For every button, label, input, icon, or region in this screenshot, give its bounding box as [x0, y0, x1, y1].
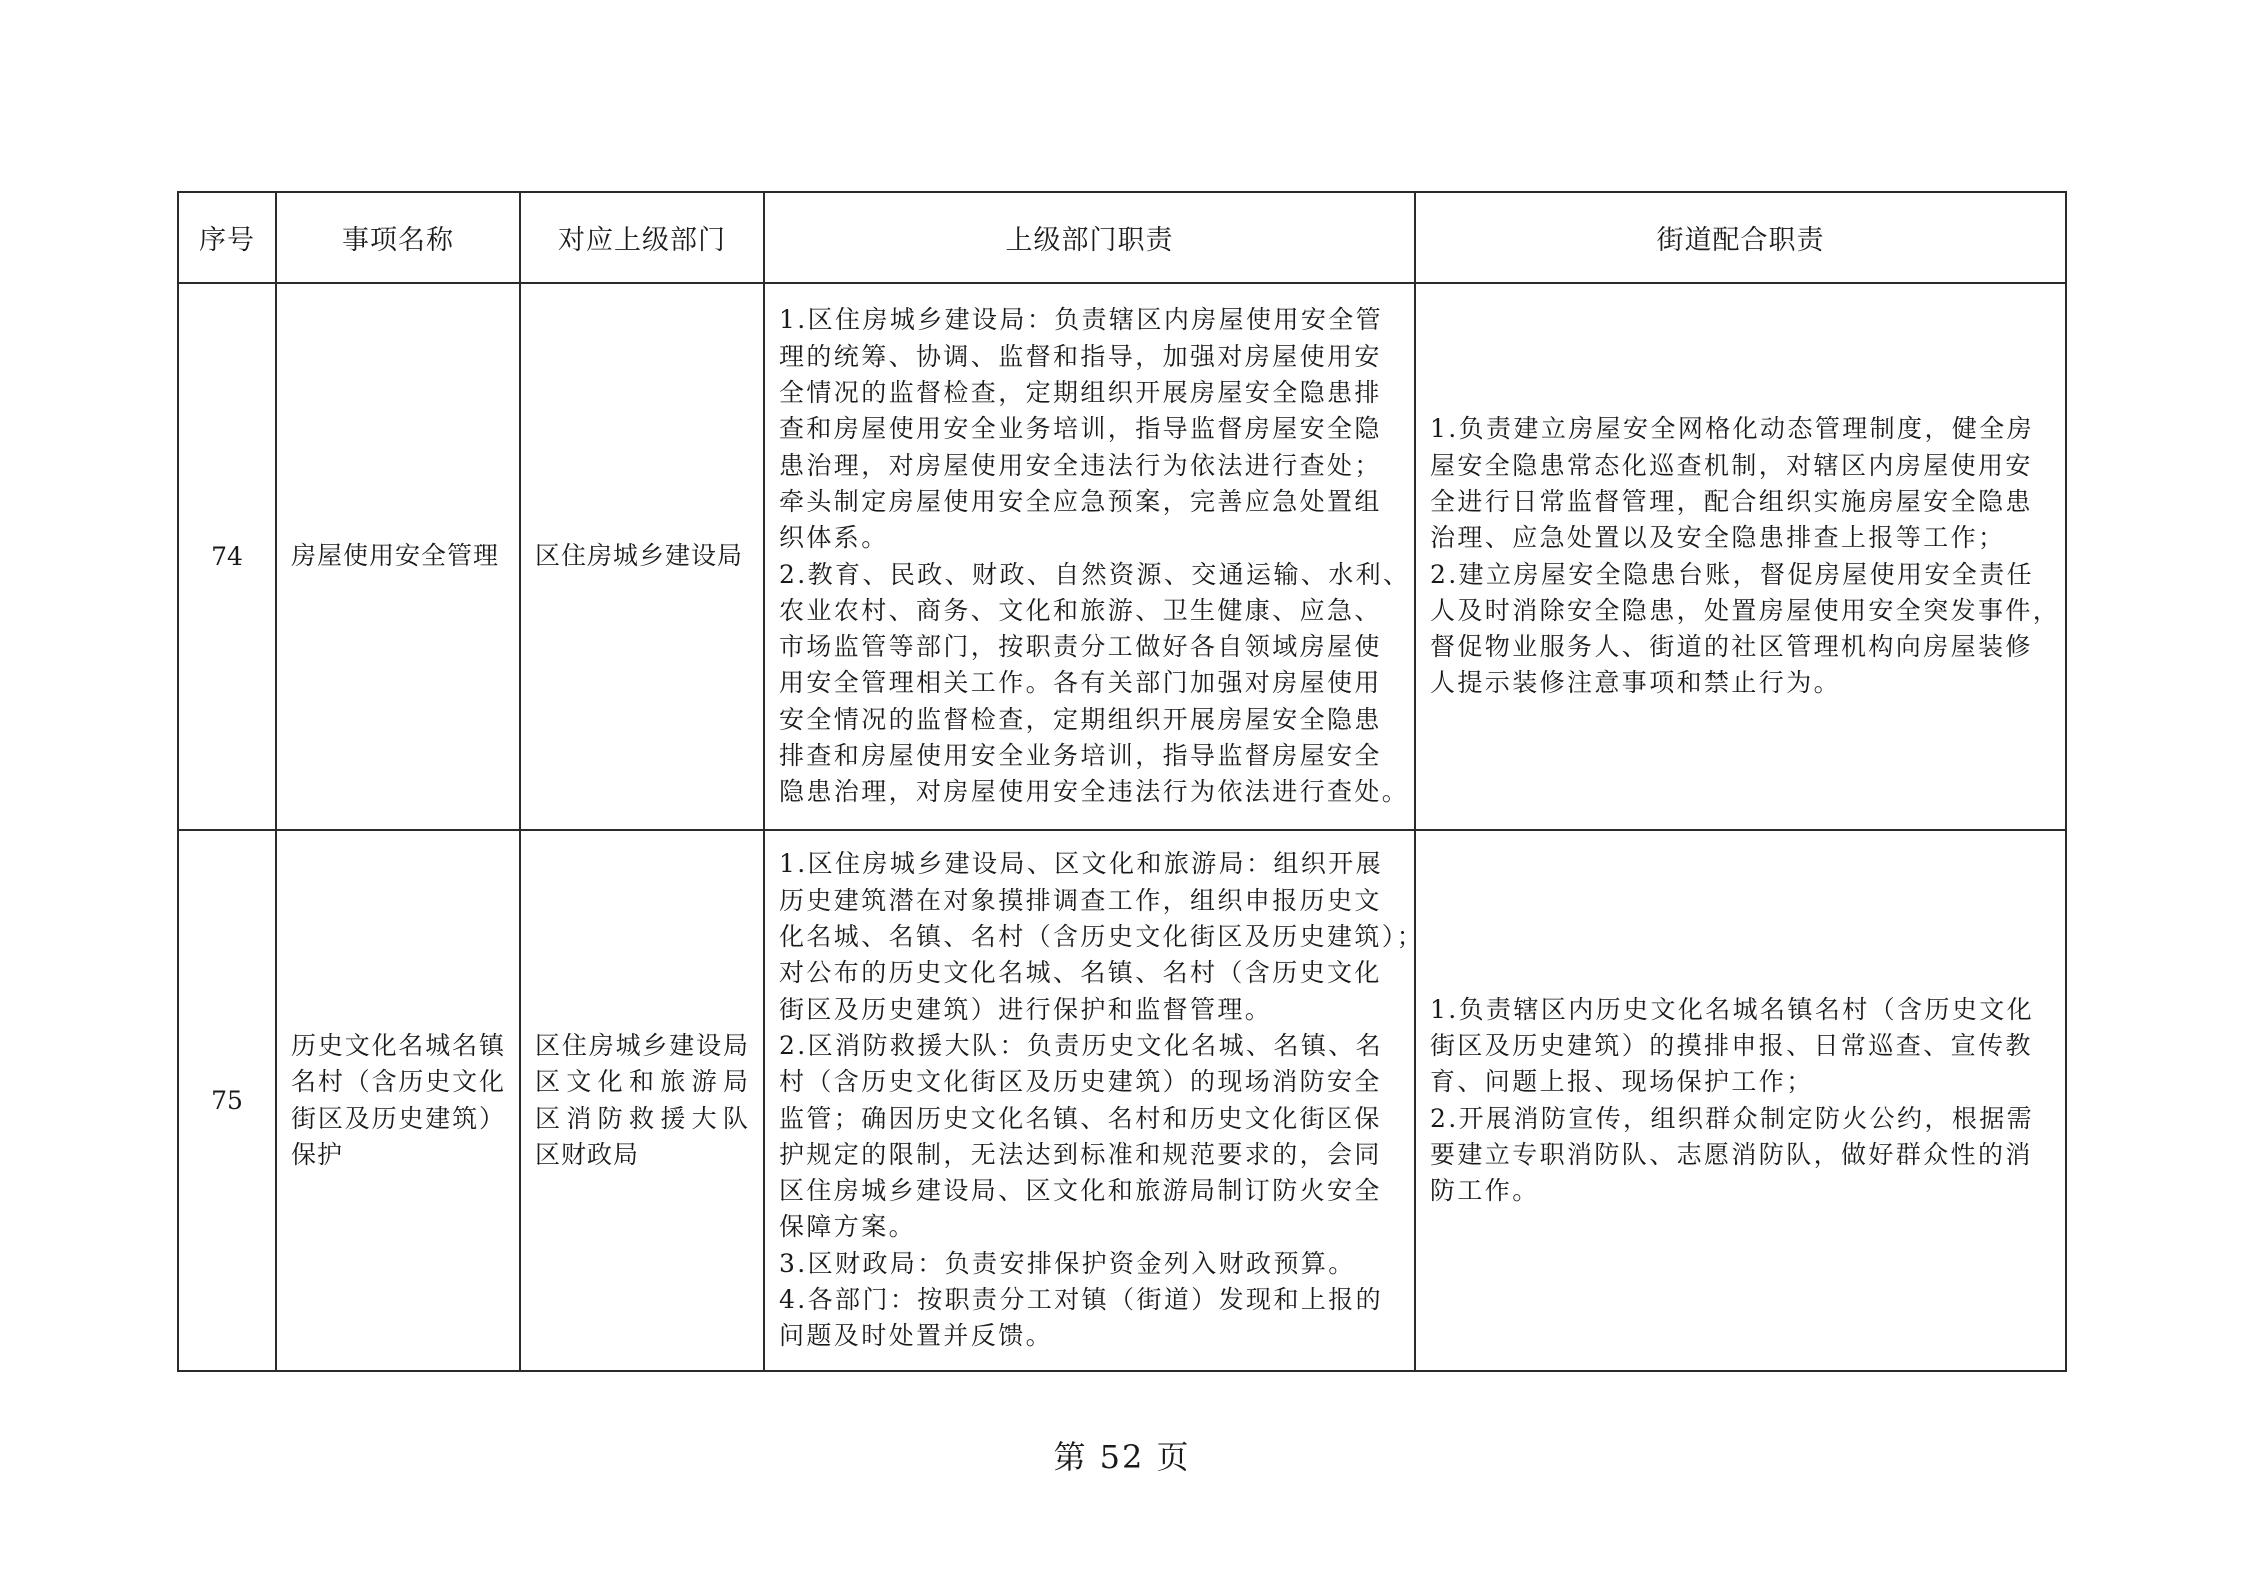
table-header [178, 192, 2066, 283]
duty-line: 2.区消防救援大队：负责历史文化名城、名镇、名 [779, 1030, 1384, 1060]
duty-line: 理的统筹、协调、监督和指导，加强对房屋使用安 [779, 341, 1382, 371]
duty-line: 4.各部门：按职责分工对镇（街道）发现和上报的 [779, 1284, 1384, 1314]
duty-line: 护规定的限制，无法达到标准和规范要求的，会同 [779, 1139, 1382, 1169]
duty-line: 保障方案。 [779, 1212, 917, 1242]
duty-line: 治理、应急处置以及安全隐患排查上报等工作； [1430, 523, 2006, 553]
duty-line: 1.负责建立房屋安全网格化动态管理制度，健全房 [1430, 414, 2035, 444]
duty-line: 2.教育、民政、财政、自然资源、交通运输、水利、 [779, 559, 1411, 589]
duty-line: 要建立专职消防队、志愿消防队，做好群众性的消 [1430, 1139, 2033, 1169]
responsibility-table [177, 191, 2067, 1372]
street-duty [1415, 830, 2066, 1371]
duty-line: 查和房屋使用安全业务培训，指导监督房屋安全隐 [779, 414, 1382, 444]
duty-line: 1.负责辖区内历史文化名城名镇名村（含历史文化 [1430, 994, 2035, 1024]
header-item-name: 事项名称 [276, 192, 520, 283]
table-body [178, 283, 2066, 1371]
header-no: 序号 [178, 192, 276, 283]
header-row [178, 192, 2066, 283]
duty-line: 对公布的历史文化名城、名镇、名村（含历史文化 [779, 958, 1382, 988]
duty-line: 监管；确因历史文化名镇、名村和历史文化街区保 [779, 1103, 1382, 1133]
duty-line: 屋安全隐患常态化巡查机制，对辖区内房屋使用安 [1430, 450, 2033, 480]
upper-dept: 区住房城乡建设局 区文化和旅游局 区消防救援大队 区财政局 [520, 830, 764, 1371]
row-no: 75 [178, 830, 276, 1371]
duty-line: 3.区财政局：负责安排保护资金列入财政预算。 [779, 1248, 1356, 1278]
upper-duty [764, 830, 1425, 1371]
duty-line: 市场监管等部门，按职责分工做好各自领域房屋使 [779, 632, 1382, 662]
table-row [178, 283, 2066, 830]
duty-line: 牵头制定房屋使用安全应急预案，完善应急处置组 [779, 486, 1382, 516]
duty-line: 织体系。 [779, 523, 889, 553]
table-row [178, 830, 2066, 1371]
duty-line: 安全情况的监督检查，定期组织开展房屋安全隐患 [779, 704, 1382, 734]
duty-line: 隐患治理，对房屋使用安全违法行为依法进行查处。 [779, 777, 1410, 807]
duty-line: 督促物业服务人、街道的社区管理机构向房屋装修 [1430, 632, 2033, 662]
duty-line: 区住房城乡建设局、区文化和旅游局制订防火安全 [779, 1176, 1382, 1206]
duty-line: 防工作。 [1430, 1176, 1540, 1206]
duty-line: 2.开展消防宣传，组织群众制定防火公约，根据需 [1430, 1103, 2035, 1133]
header-upper-duty: 上级部门职责 [764, 192, 1415, 283]
header-street-duty: 街道配合职责 [1415, 192, 2066, 283]
row-no: 74 [178, 283, 276, 830]
header-upper-dept: 对应上级部门 [520, 192, 764, 283]
duty-line: 问题及时处置并反馈。 [779, 1321, 1054, 1351]
duty-line: 化名城、名镇、名村（含历史文化街区及历史建筑）； [779, 922, 1425, 952]
duty-line: 街区及历史建筑）进行保护和监督管理。 [779, 994, 1273, 1024]
street-duty [1415, 283, 2066, 830]
duty-line: 全进行日常监督管理，配合组织实施房屋安全隐患 [1430, 486, 2033, 516]
duty-line: 农业农村、商务、文化和旅游、卫生健康、应急、 [779, 595, 1382, 625]
duty-line: 村（含历史文化街区及历史建筑）的现场消防安全 [779, 1067, 1382, 1097]
duty-line: 人及时消除安全隐患，处置房屋使用安全突发事件， [1430, 595, 2061, 625]
duty-line: 患治理，对房屋使用安全违法行为依法进行查处； [779, 450, 1382, 480]
duty-line: 历史建筑潜在对象摸排调查工作，组织申报历史文 [779, 885, 1382, 915]
duty-line: 育、问题上报、现场保护工作； [1430, 1067, 1814, 1097]
duty-line: 2.建立房屋安全隐患台账，督促房屋使用安全责任 [1430, 559, 2035, 589]
duty-line: 1.区住房城乡建设局、区文化和旅游局：组织开展 [779, 849, 1384, 879]
page-number: 第 52 页 [1053, 1438, 1191, 1476]
duty-line: 全情况的监督检查，定期组织开展房屋安全隐患排 [779, 378, 1382, 408]
item-name: 历史文化名城名镇名村（含历史文化街区及历史建筑）保护 [276, 830, 520, 1371]
duty-line: 人提示装修注意事项和禁止行为。 [1430, 668, 1842, 698]
duty-line: 排查和房屋使用安全业务培训，指导监督房屋安全 [779, 740, 1382, 770]
upper-dept: 区住房城乡建设局 [520, 283, 764, 830]
item-name: 房屋使用安全管理 [276, 283, 520, 830]
upper-duty [764, 283, 1415, 830]
duty-line: 用安全管理相关工作。各有关部门加强对房屋使用 [779, 668, 1382, 698]
duty-line: 街区及历史建筑）的摸排申报、日常巡查、宣传教 [1430, 1030, 2033, 1060]
duty-line: 1.区住房城乡建设局：负责辖区内房屋使用安全管 [779, 305, 1384, 335]
